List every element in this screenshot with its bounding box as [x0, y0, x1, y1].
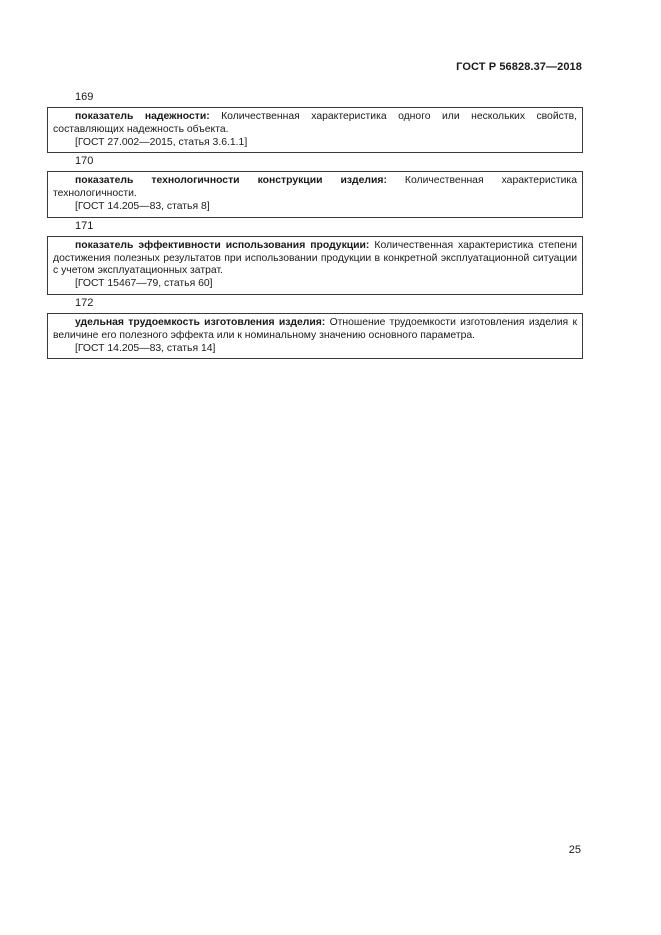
term-entry-170 — [47, 155, 583, 217]
term-definition: Отношение трудоемкости изготовления изделия к величине его полезного эффекта или к номинальному значению основного параметра. — [53, 316, 577, 341]
term-definition: Количественная характеристика технологичности. — [53, 175, 577, 200]
term-source: [ГОСТ 15467—79, статья 60] — [75, 278, 213, 290]
term-definition: Количественная характеристика степени достижения полезных результатов при использовании продукции в конкретной эксплуатационной ситуации с учетом эксплуатационных затрат. — [53, 239, 577, 277]
term-definition-paragraph — [53, 240, 577, 278]
term-name: удельная трудоемкость изготовления изделия: — [75, 316, 326, 328]
document-designation: ГОСТ Р 56828.37—2018 — [456, 61, 582, 73]
term-source: [ГОСТ 27.002—2015, статья 3.6.1.1] — [75, 136, 248, 148]
term-definition-paragraph — [53, 175, 577, 201]
term-source: [ГОСТ 14.205—83, статья 14] — [75, 342, 216, 354]
term-entry-172 — [47, 297, 583, 359]
term-number: 171 — [75, 219, 94, 232]
term-number: 169 — [75, 91, 94, 103]
term-name: показатель эффективности использования продукции: — [75, 239, 370, 251]
term-definition-paragraph — [53, 111, 577, 137]
term-definition-paragraph — [53, 317, 577, 343]
term-name: показатель технологичности конструкции изделия: — [75, 175, 387, 187]
term-frame — [47, 236, 583, 295]
term-number: 170 — [75, 155, 94, 168]
page-number: 25 — [568, 844, 581, 856]
term-frame — [47, 107, 583, 153]
term-entry-169 — [47, 91, 583, 153]
term-frame — [47, 313, 583, 359]
term-number: 172 — [75, 296, 94, 309]
term-source: [ГОСТ 14.205—83, статья 8] — [75, 200, 210, 212]
term-entry-171 — [47, 220, 583, 295]
terms-list — [47, 91, 583, 361]
term-frame — [47, 171, 583, 217]
term-definition: Количественная характеристика одного или нескольких свойств, составляющих надежность объекта. — [53, 111, 577, 135]
term-name: показатель надежности: — [75, 111, 210, 122]
